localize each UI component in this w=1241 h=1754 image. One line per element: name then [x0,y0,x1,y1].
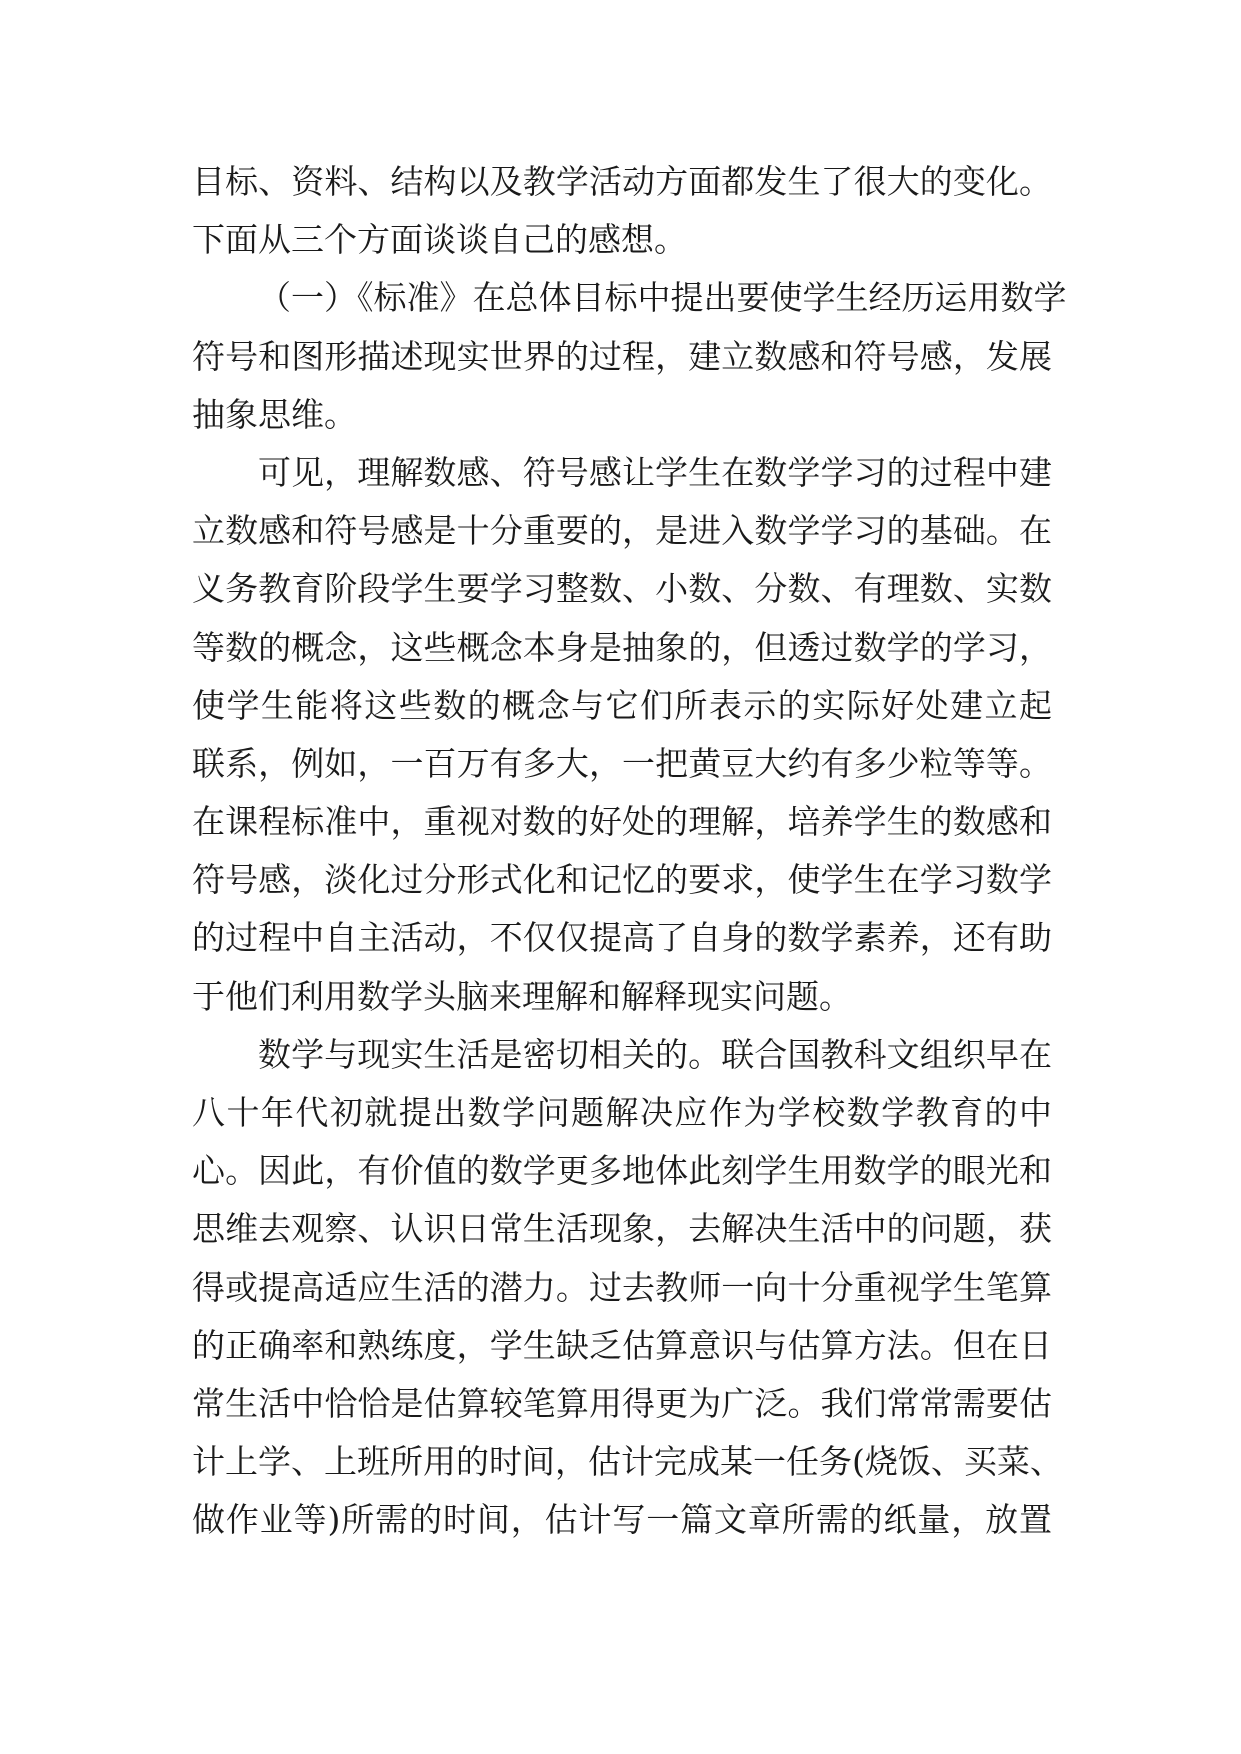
text-line: 义务教育阶段学生要学习整数、小数、分数、有理数、实数 [192,569,1052,609]
text-line: 的过程中自主活动，不仅仅提高了自身的数学素养，还有助 [192,918,1052,958]
text-line: 常生活中恰恰是估算较笔算用得更为广泛。我们常常需要估 [192,1383,1052,1423]
text-line: 立数感和符号感是十分重要的，是进入数学学习的基础。在 [192,511,1052,551]
text-line: 心。因此，有价值的数学更多地体此刻学生用数学的眼光和 [192,1151,1052,1191]
text-line: 等数的概念，这些概念本身是抽象的，但透过数学的学习， [192,627,1052,667]
document-body [192,153,1067,1550]
text-line: 做作业等)所需的时间，估计写一篇文章所需的纸量，放置 [192,1500,1052,1540]
paragraph-first-line: （一）《标准》在总体目标中提出要使学生经历运用数学 [258,278,1067,318]
text-line: 使学生能将这些数的概念与它们所表示的实际好处建立起 [192,685,1052,725]
text-line: 在课程标准中，重视对数的好处的理解，培养学生的数感和 [192,802,1052,842]
text-line: 八十年代初就提出数学问题解决应作为学校数学教育的中 [192,1093,1052,1132]
text-line: 的正确率和熟练度，学生缺乏估算意识与估算方法。但在日 [192,1325,1052,1365]
text-line: 抽象思维。 [192,394,357,434]
text-line: 下面从三个方面谈谈自己的感想。 [192,220,687,260]
text-line: 联系，例如，一百万有多大，一把黄豆大约有多少粒等等。 [192,743,1052,783]
text-line: 得或提高适应生活的潜力。过去教师一向十分重视学生笔算 [192,1267,1052,1307]
text-line: 符号和图形描述现实世界的过程，建立数感和符号感，发展 [192,336,1052,376]
text-line: 符号感，淡化过分形式化和记忆的要求，使学生在学习数学 [192,860,1052,900]
text-line: 目标、资料、结构以及教学活动方面都发生了很大的变化。 [192,162,1052,201]
text-line: 思维去观察、认识日常生活现象，去解决生活中的问题，获 [192,1209,1052,1249]
paragraph-first-line: 可见，理解数感、符号感让学生在数学学习的过程中建 [258,452,1052,492]
text-line: 于他们利用数学头脑来理解和解释现实问题。 [192,976,852,1016]
text-line: 计上学、上班所用的时间，估计完成某一任务(烧饭、买菜、 [192,1442,1063,1482]
paragraph-first-line: 数学与现实生活是密切相关的。联合国教科文组织早在 [258,1034,1052,1074]
